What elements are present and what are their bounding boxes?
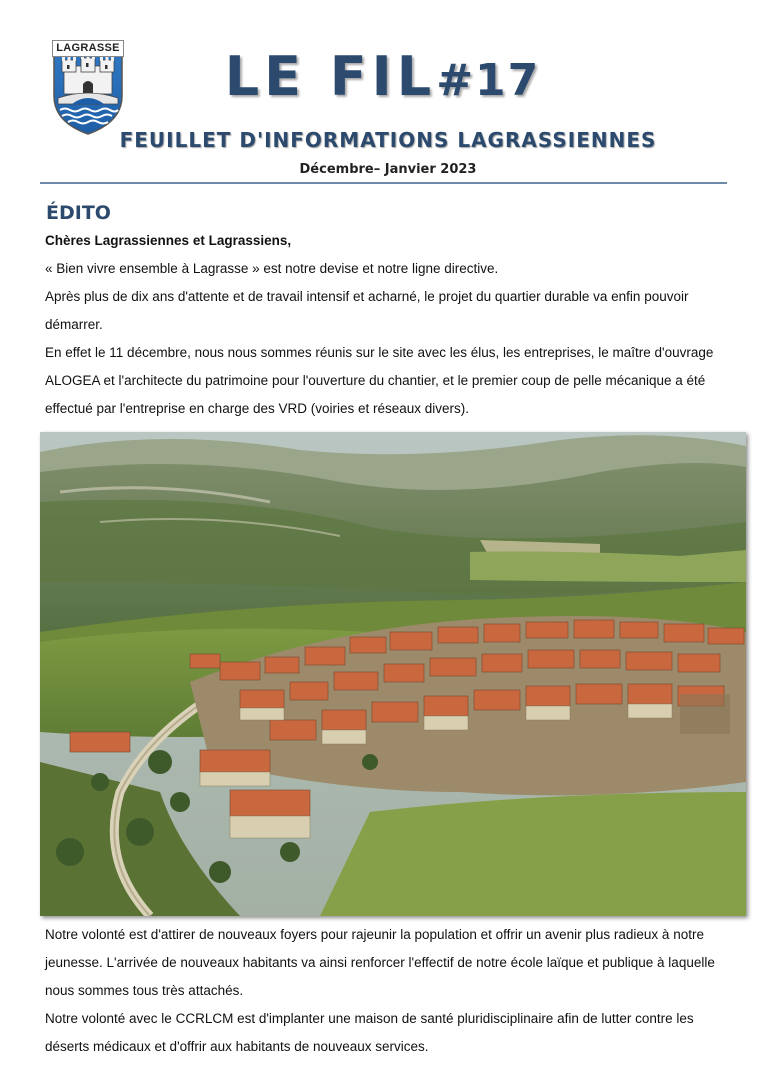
newsletter-title: [0, 47, 765, 111]
title-text: LE FIL: [224, 45, 437, 108]
issue-date: Décembre– Janvier 2023: [299, 162, 477, 177]
village-aerial-photo: [40, 432, 746, 916]
paragraph-new-households: Notre volonté est d'attirer de nouveaux foyers pour rajeunir la population et offrir un avenir plus radieux à notre jeunesse. L'arrivée de nouveaux habitants va ainsi renforcer l'effectif de notre école laïque et publique à laquelle nous sommes tous très attachés.: [45, 927, 715, 998]
header-divider: [40, 182, 727, 184]
logo-label: LAGRASSE: [52, 40, 124, 57]
paragraph-project: Après plus de dix ans d'attente et de travail intensif et acharné, le projet du quartier durable va enfin pouvoir démarrer.: [45, 289, 689, 332]
issue-number: #17: [436, 55, 541, 106]
newsletter-subtitle: FEUILLET D'INFORMATIONS LAGRASSIENNES: [119, 128, 657, 152]
greeting: Chères Lagrassiennes et Lagrassiens,: [45, 233, 292, 248]
paragraph-motto: « Bien vivre ensemble à Lagrasse » est notre devise et notre ligne directive.: [45, 261, 499, 276]
paragraph-ceremony: En effet le 11 décembre, nous nous sommes réunis sur le site avec les élus, les entreprises, le maître d'ouvrage ALOGEA et l'architecte du patrimoine pour l'ouverture du chantier, et le premier coup de pelle mécanique a été effectué par l'entreprise en charge des VRD (voiries et réseaux divers).: [45, 345, 714, 416]
paragraph-health-center: Notre volonté avec le CCRLCM est d'implanter une maison de santé pluridisciplinaire afin de lutter contre les déserts médicaux et d'offrir aux habitants de nouveaux services.: [45, 1011, 694, 1054]
photo-illustration: [40, 432, 746, 916]
section-heading-edito: ÉDITO: [46, 202, 111, 224]
